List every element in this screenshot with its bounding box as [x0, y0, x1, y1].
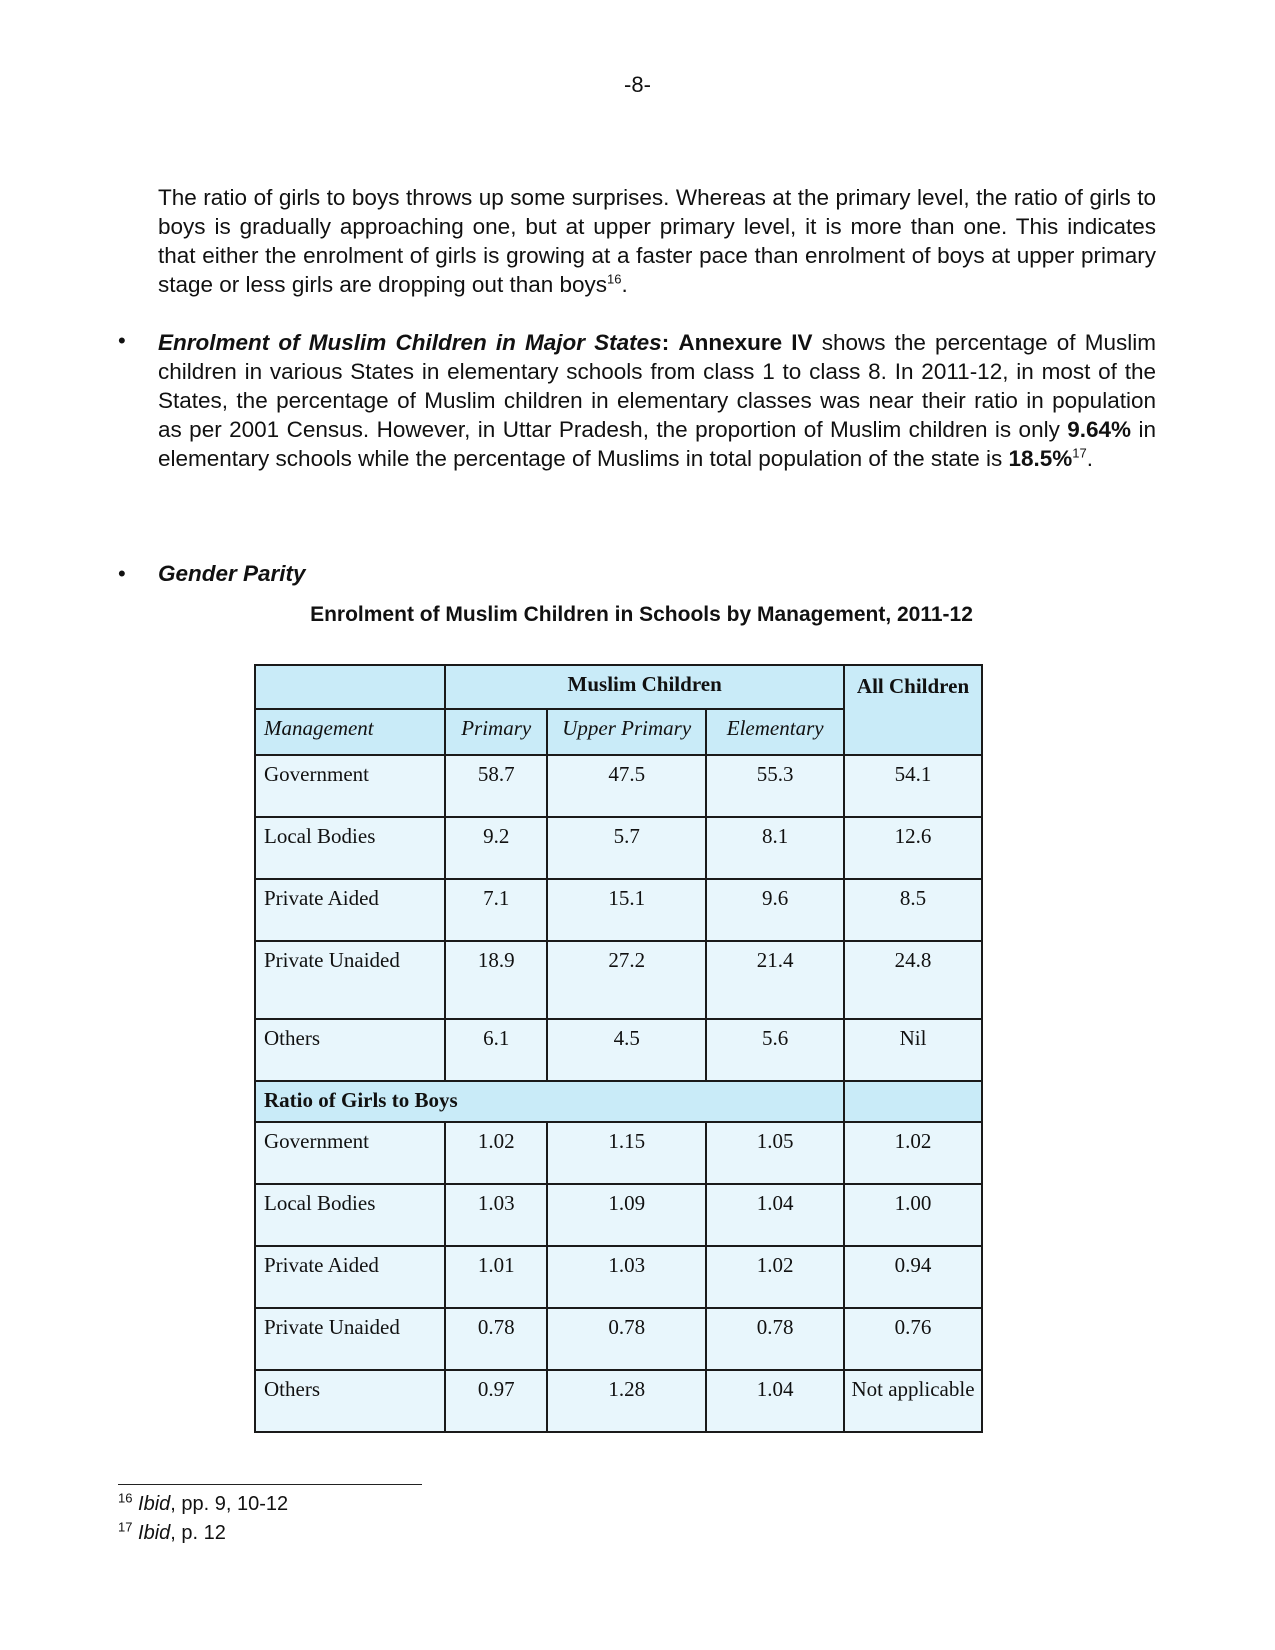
primary-cell: 1.03	[445, 1184, 547, 1246]
table-row	[255, 817, 982, 879]
footnote-text: , p. 12	[170, 1522, 226, 1544]
footnote-number: 17	[118, 1519, 133, 1535]
all-children-cell: 24.8	[844, 941, 982, 1019]
table-row	[255, 941, 982, 1019]
all-children-cell: Nil	[844, 1019, 982, 1081]
annexure-reference: Annexure IV	[678, 330, 813, 355]
elementary-cell: 8.1	[706, 817, 844, 879]
elementary-cell: 1.05	[706, 1122, 844, 1184]
upper-primary-cell: 5.7	[547, 817, 706, 879]
management-cell: Government	[255, 755, 445, 817]
primary-cell: 7.1	[445, 879, 547, 941]
table-row	[255, 1122, 982, 1184]
header-upper-primary: Upper Primary	[547, 709, 706, 755]
header-management: Management	[255, 709, 445, 755]
upper-primary-cell: 47.5	[547, 755, 706, 817]
management-cell: Government	[255, 1122, 445, 1184]
primary-cell: 1.01	[445, 1246, 547, 1308]
ratio-section-header-row	[255, 1081, 982, 1122]
table-row	[255, 1246, 982, 1308]
intro-paragraph-end: .	[621, 272, 628, 297]
ratio-header-empty-cell	[844, 1081, 982, 1122]
header-empty-cell	[255, 665, 445, 709]
management-cell: Local Bodies	[255, 817, 445, 879]
table-row	[255, 1019, 982, 1081]
all-children-cell: 0.76	[844, 1308, 982, 1370]
footnote-16	[118, 1490, 289, 1516]
header-muslim-children: Muslim Children	[445, 665, 844, 709]
enrolment-paragraph: Enrolment of Muslim Children in Major States: Annexure IV shows the percentage of Muslim children in various States in elementary schools from class 1 to class 8. In 2011-12, in most of the States, the percentage of Muslim children in elementary classes was near their ratio in population as per 2001 Census. However, in Uttar Pradesh, the proportion of Muslim children is only 9.64% in elementary schools while the percentage of Muslims in total population of the state is 18.5%$^{17}$.	[158, 330, 1156, 471]
upper-primary-cell: 1.15	[547, 1122, 706, 1184]
bullet-point: •	[118, 328, 126, 353]
ratio-section-header: Ratio of Girls to Boys	[255, 1081, 844, 1122]
management-cell: Others	[255, 1019, 445, 1081]
management-cell: Private Aided	[255, 1246, 445, 1308]
primary-cell: 0.97	[445, 1370, 547, 1432]
all-children-cell: 54.1	[844, 755, 982, 817]
footnote-17	[118, 1519, 226, 1545]
footnote-ref-17[interactable]: 17	[1072, 445, 1087, 461]
footnote-ref-16[interactable]: 16	[607, 271, 622, 287]
footnote-source: Ibid	[138, 1522, 171, 1544]
footnote-source: Ibid	[138, 1493, 171, 1515]
upper-primary-cell: 27.2	[547, 941, 706, 1019]
elementary-cell: 55.3	[706, 755, 844, 817]
elementary-cell: 1.02	[706, 1246, 844, 1308]
all-children-cell: 0.94	[844, 1246, 982, 1308]
all-children-cell: 12.6	[844, 817, 982, 879]
up-muslim-population-value: 18.5%	[1008, 446, 1073, 471]
table-row	[255, 1308, 982, 1370]
upper-primary-cell: 4.5	[547, 1019, 706, 1081]
table-header-row	[255, 665, 982, 709]
management-cell: Private Unaided	[255, 941, 445, 1019]
elementary-cell: 5.6	[706, 1019, 844, 1081]
upper-primary-cell: 1.28	[547, 1370, 706, 1432]
intro-paragraph	[158, 183, 1156, 299]
upper-primary-cell: 0.78	[547, 1308, 706, 1370]
header-elementary: Elementary	[706, 709, 844, 755]
primary-cell: 0.78	[445, 1308, 547, 1370]
upper-primary-cell: 15.1	[547, 879, 706, 941]
footnote-divider	[118, 1484, 422, 1485]
header-all-children: All Children	[844, 665, 982, 755]
primary-cell: 1.02	[445, 1122, 547, 1184]
management-cell: Local Bodies	[255, 1184, 445, 1246]
table-row	[255, 1184, 982, 1246]
enrolment-table	[254, 664, 983, 1433]
all-children-cell: Not applicable	[844, 1370, 982, 1432]
primary-cell: 58.7	[445, 755, 547, 817]
upper-primary-cell: 1.03	[547, 1246, 706, 1308]
table-row	[255, 755, 982, 817]
primary-cell: 9.2	[445, 817, 547, 879]
all-children-cell: 1.00	[844, 1184, 982, 1246]
management-cell: Private Aided	[255, 879, 445, 941]
primary-cell: 6.1	[445, 1019, 547, 1081]
footnote-number: 16	[118, 1490, 133, 1506]
management-cell: Private Unaided	[255, 1308, 445, 1370]
header-primary: Primary	[445, 709, 547, 755]
enrolment-heading: Enrolment of Muslim Children in Major States	[158, 330, 662, 355]
table-caption: Enrolment of Muslim Children in Schools by Management, 2011-12	[310, 603, 973, 626]
footnote-text: , pp. 9, 10-12	[170, 1493, 289, 1515]
page-number: -8-	[624, 72, 651, 97]
elementary-cell: 9.6	[706, 879, 844, 941]
bullet-point: •	[118, 561, 126, 586]
elementary-cell: 21.4	[706, 941, 844, 1019]
elementary-cell: 1.04	[706, 1370, 844, 1432]
all-children-cell: 1.02	[844, 1122, 982, 1184]
intro-paragraph-text: The ratio of girls to boys throws up some surprises. Whereas at the primary level, the ratio of girls to boys is gradually approaching one, but at upper primary level, it is more than one. This indicates that either the enrolment of girls is growing at a faster pace than enrolment of boys at upper primary stage or less girls are dropping out than boys	[158, 185, 1156, 297]
upper-primary-cell: 1.09	[547, 1184, 706, 1246]
up-muslim-children-value: 9.64%	[1067, 417, 1132, 442]
table-row	[255, 1370, 982, 1432]
gender-parity-heading: Gender Parity	[158, 561, 306, 586]
all-children-cell: 8.5	[844, 879, 982, 941]
elementary-cell: 0.78	[706, 1308, 844, 1370]
elementary-cell: 1.04	[706, 1184, 844, 1246]
table-row	[255, 879, 982, 941]
management-cell: Others	[255, 1370, 445, 1432]
primary-cell: 18.9	[445, 941, 547, 1019]
